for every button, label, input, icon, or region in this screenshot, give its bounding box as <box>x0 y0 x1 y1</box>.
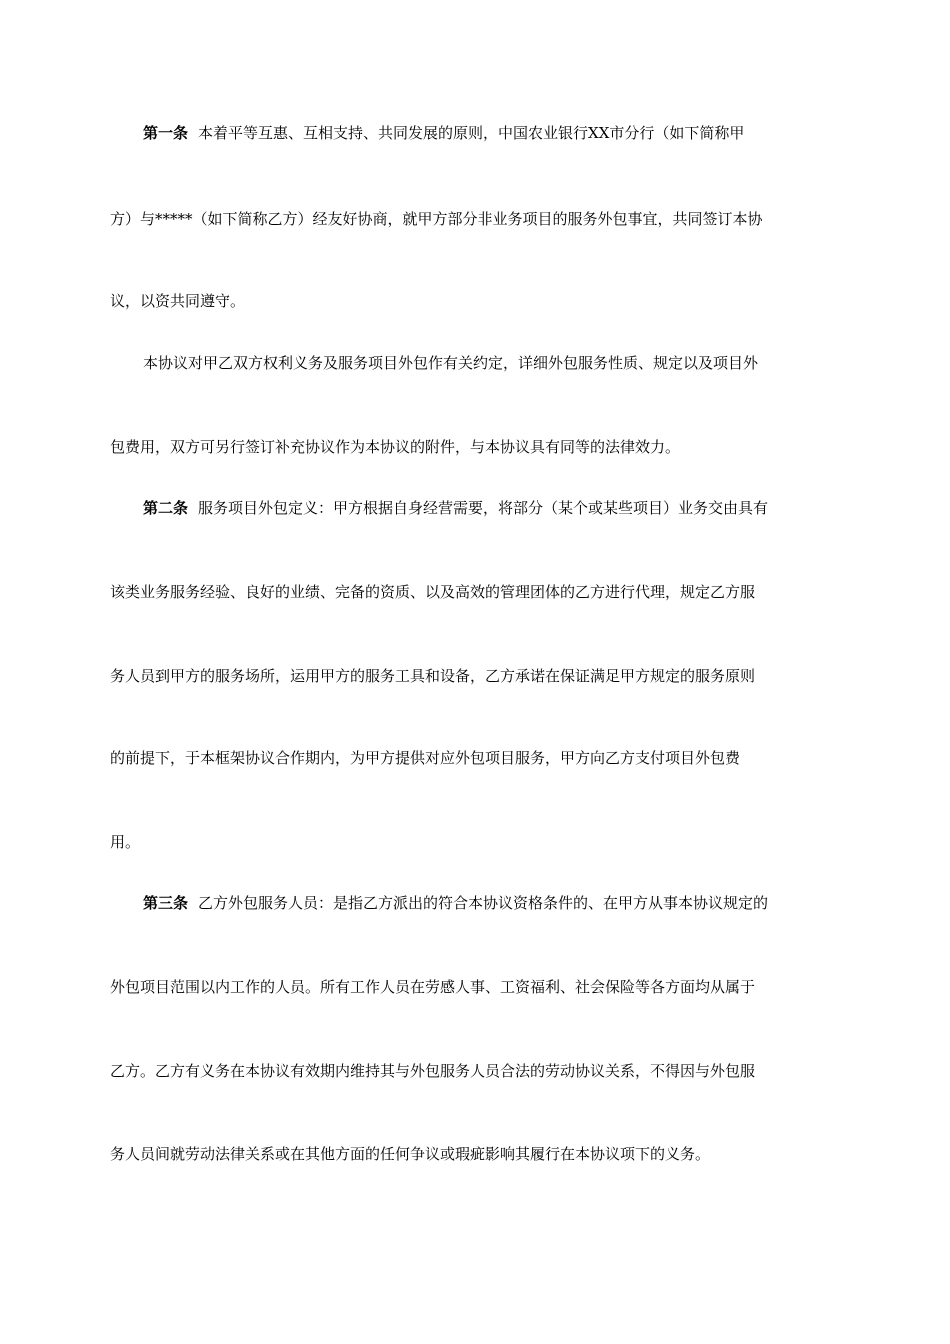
article-2-line-5: 用。 <box>110 833 141 851</box>
article-3-line-4: 务人员间就劳动法律关系或在其他方面的任何争议或瑕疵影响其履行在本协议项下的义务。 <box>110 1145 711 1163</box>
article-2-line-4: 的前提下，于本框架协议合作期内，为甲方提供对应外包项目服务，甲方向乙方支付项目外包费 <box>110 749 741 767</box>
article-1-text-1: 本着平等互惠、互相支持、共同发展的原则，中国农业银行XX市分行（如下简称甲 <box>198 124 745 142</box>
article-1-line-3: 议，以资共同遵守。 <box>110 292 246 310</box>
article-3-line-2: 外包项目范围以内工作的人员。所有工作人员在劳感人事、工资福利、社会保险等各方面均从属于 <box>110 978 756 996</box>
paragraph-2-line-2: 包费用，双方可另行签订补充协议作为本协议的附件，与本协议具有同等的法律效力。 <box>110 438 681 456</box>
article-1-label: 第一条 <box>143 124 189 142</box>
article-1-line-2: 方）与*****（如下简称乙方）经友好协商，就甲方部分非业务项目的服务外包事宜，共同签订本协 <box>110 210 763 228</box>
article-3-line-3: 乙方。乙方有义务在本协议有效期内维持其与外包服务人员合法的劳动协议关系，不得因与外包服 <box>110 1062 756 1080</box>
article-2-line-1 <box>143 498 840 518</box>
article-2-text-1: 服务项目外包定义：甲方根据自身经营需要，将部分（某个或某些项目）业务交由具有 <box>198 499 769 517</box>
article-3-line-1 <box>143 893 840 913</box>
paragraph-2-line-1: 本协议对甲乙双方权利义务及服务项目外包作有关约定，详细外包服务性质、规定以及项目外 <box>143 354 759 372</box>
article-2-line-2: 该类业务服务经验、良好的业绩、完备的资质、以及高效的管理团体的乙方进行代理，规定乙方服 <box>110 583 756 601</box>
article-1-line-1 <box>143 123 840 143</box>
article-2-label: 第二条 <box>143 499 189 517</box>
article-3-text-1: 乙方外包服务人员：是指乙方派出的符合本协议资格条件的、在甲方从事本协议规定的 <box>198 894 769 912</box>
article-3-label: 第三条 <box>143 894 189 912</box>
article-2-line-3: 务人员到甲方的服务场所，运用甲方的服务工具和设备，乙方承诺在保证满足甲方规定的服务原则 <box>110 667 756 685</box>
